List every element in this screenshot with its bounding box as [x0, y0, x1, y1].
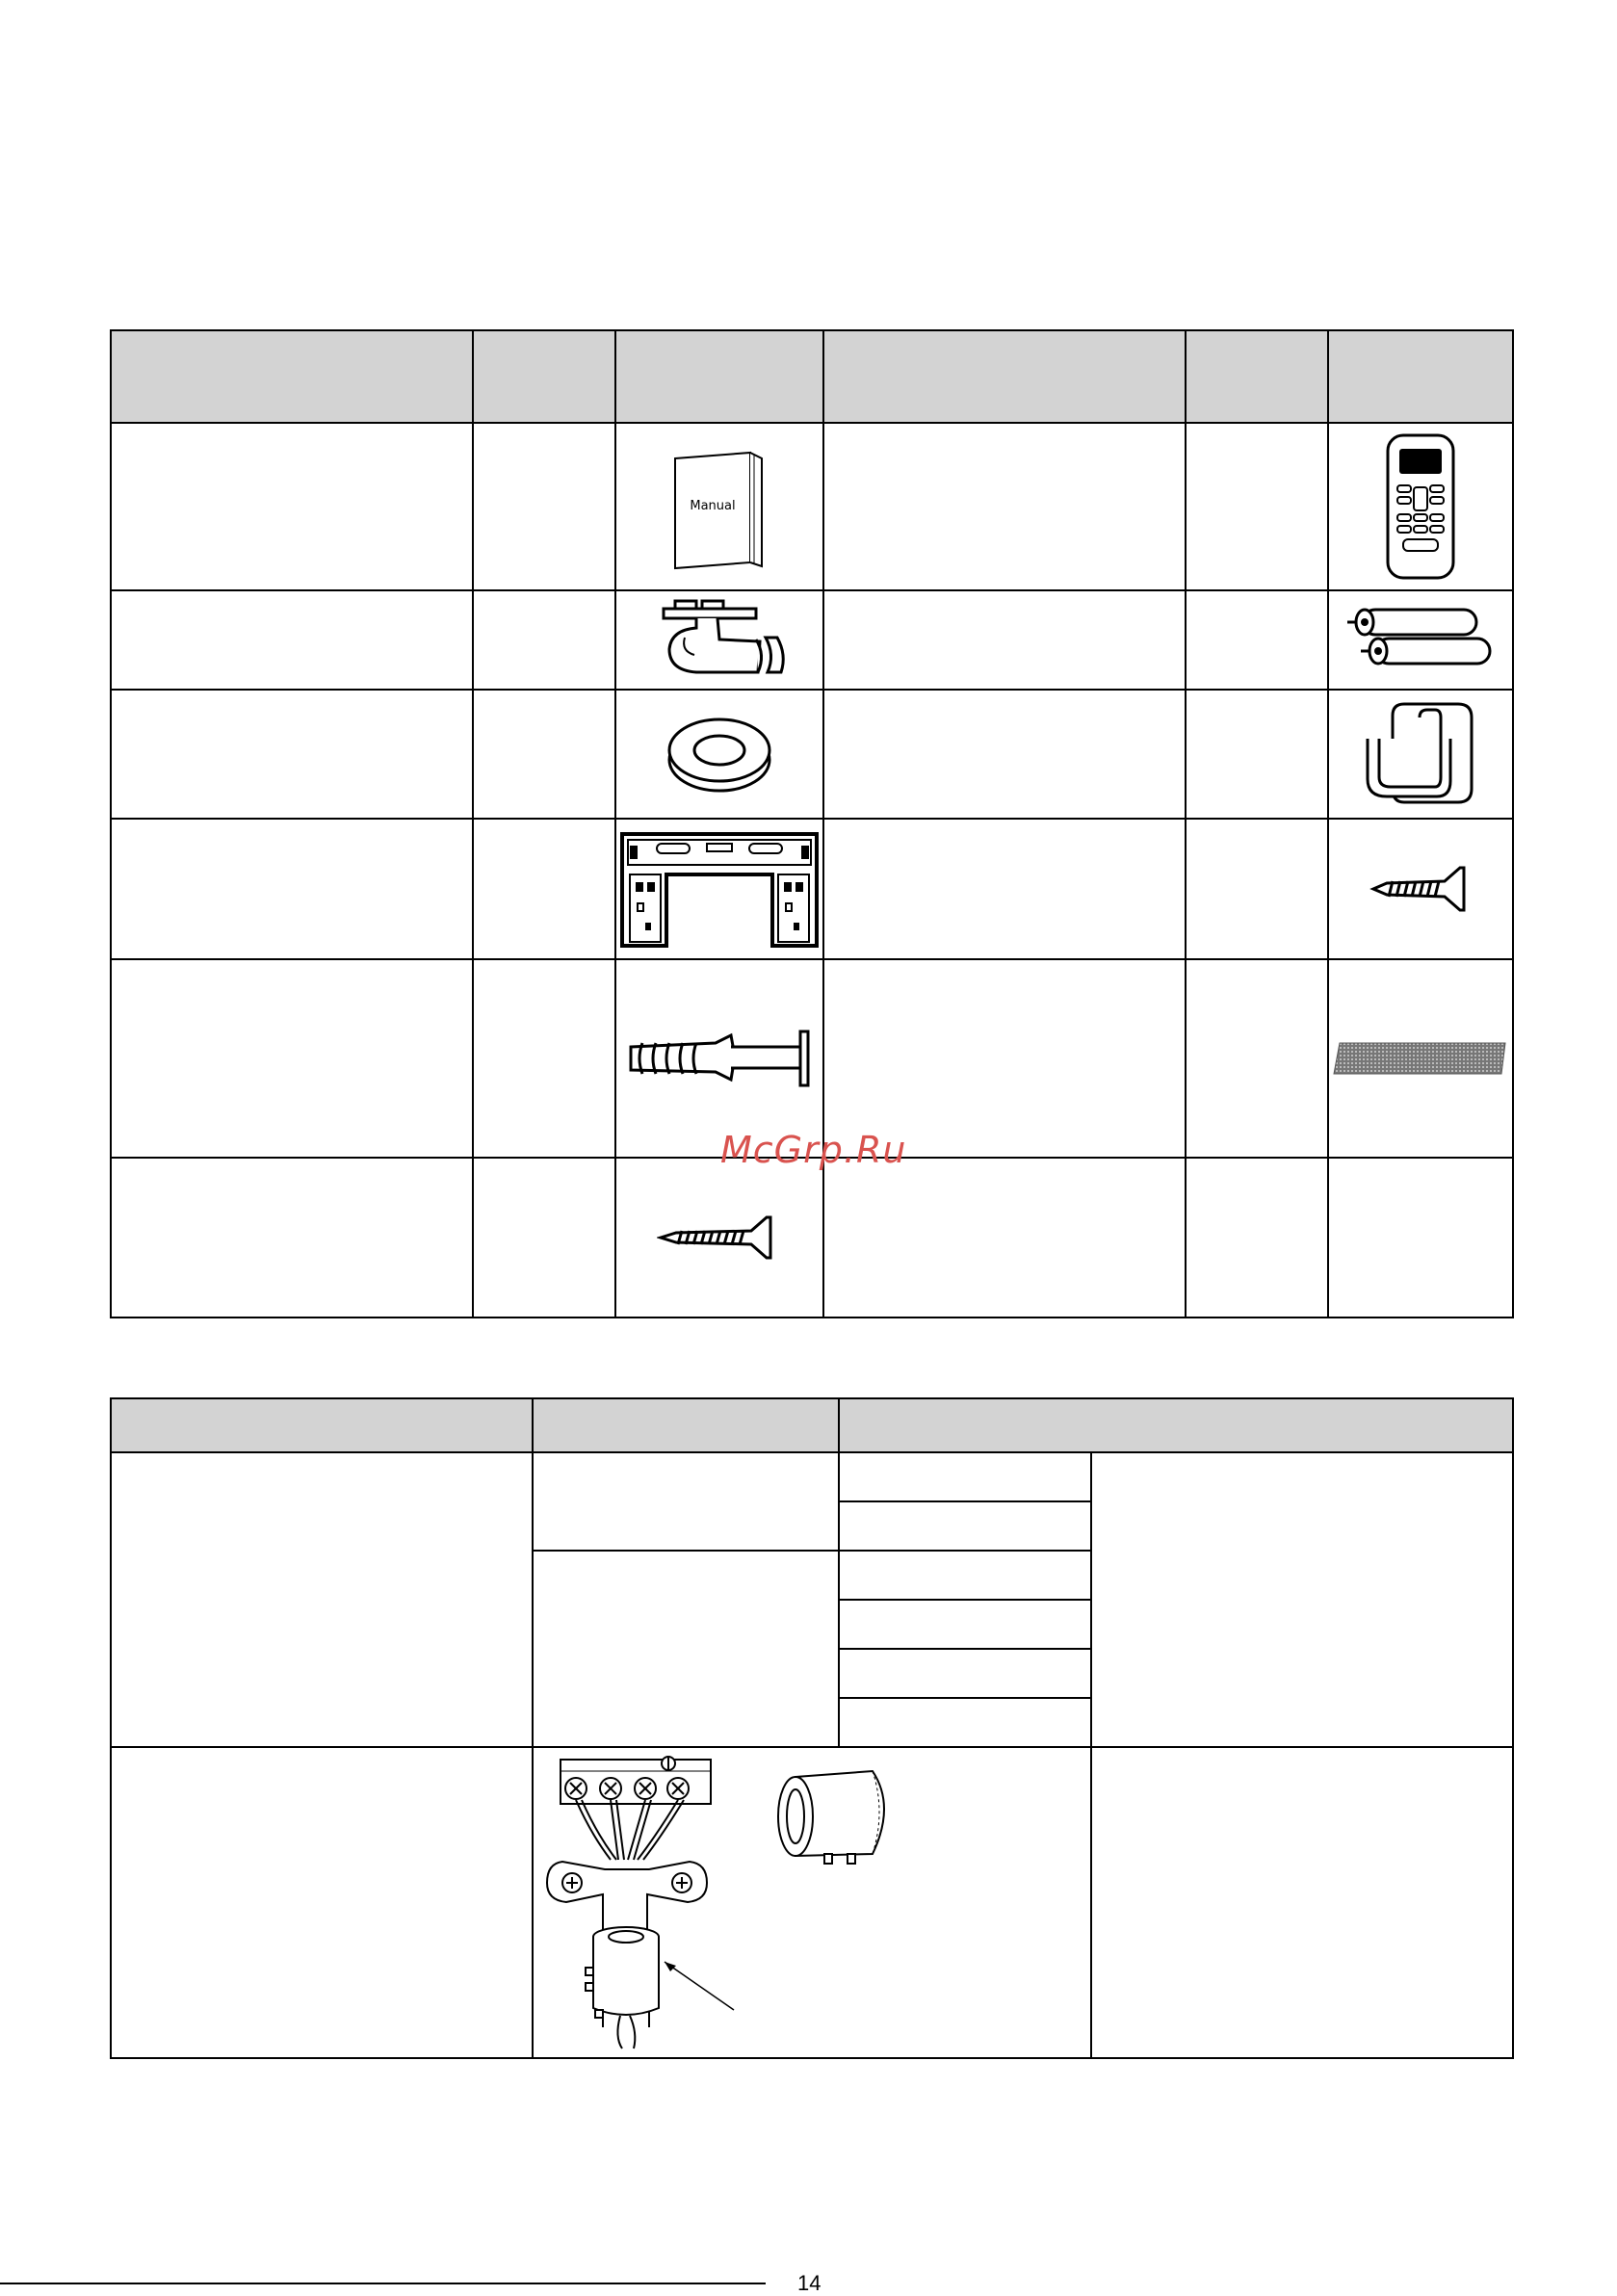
- table-row: [111, 690, 1513, 819]
- table-row: [111, 1747, 1513, 2058]
- watermark: McGrp.Ru: [720, 1129, 907, 1171]
- air-filter-icon: [1332, 1039, 1509, 1078]
- holder-screw-icon: [1368, 860, 1474, 918]
- wiring-header-cell-1: [111, 1398, 533, 1452]
- fixing-screw-icon: [657, 1213, 782, 1262]
- remote-controller-icon: [1382, 431, 1459, 582]
- header-cell-qty: [473, 330, 615, 423]
- seal-ring-icon: [662, 706, 777, 802]
- wiring-table: [110, 1397, 1514, 2059]
- table-row: [111, 590, 1513, 690]
- table-row: [111, 1452, 1513, 1501]
- remote-holder-icon: [1358, 696, 1483, 812]
- mounting-plate-icon: [618, 826, 821, 952]
- manual-label: Manual: [690, 499, 736, 513]
- table-row: [111, 819, 1513, 959]
- header-cell-image-2: [1328, 330, 1513, 423]
- page-number: 14: [797, 2271, 822, 2295]
- wiring-header-row: [111, 1398, 1513, 1452]
- header-cell-name: [111, 330, 473, 423]
- magnetic-ring-icon: [778, 1771, 884, 1864]
- accessories-header-row: [111, 330, 1513, 423]
- anchor-icon: [623, 1028, 816, 1089]
- terminal-block-with-magnetic-ring-icon: [534, 1748, 1088, 2052]
- batteries-icon: [1342, 600, 1500, 681]
- header-cell-name-2: [823, 330, 1186, 423]
- header-cell-qty-2: [1186, 330, 1328, 423]
- table-row: [111, 423, 1513, 590]
- drain-joint-icon: [642, 595, 796, 686]
- manual-icon: [662, 439, 777, 574]
- footer-rule: [0, 2283, 766, 2284]
- table-row: [111, 1158, 1513, 1318]
- header-cell-image: [615, 330, 823, 423]
- wiring-header-cell-2: [533, 1398, 839, 1452]
- wiring-header-cell-3: [839, 1398, 1513, 1452]
